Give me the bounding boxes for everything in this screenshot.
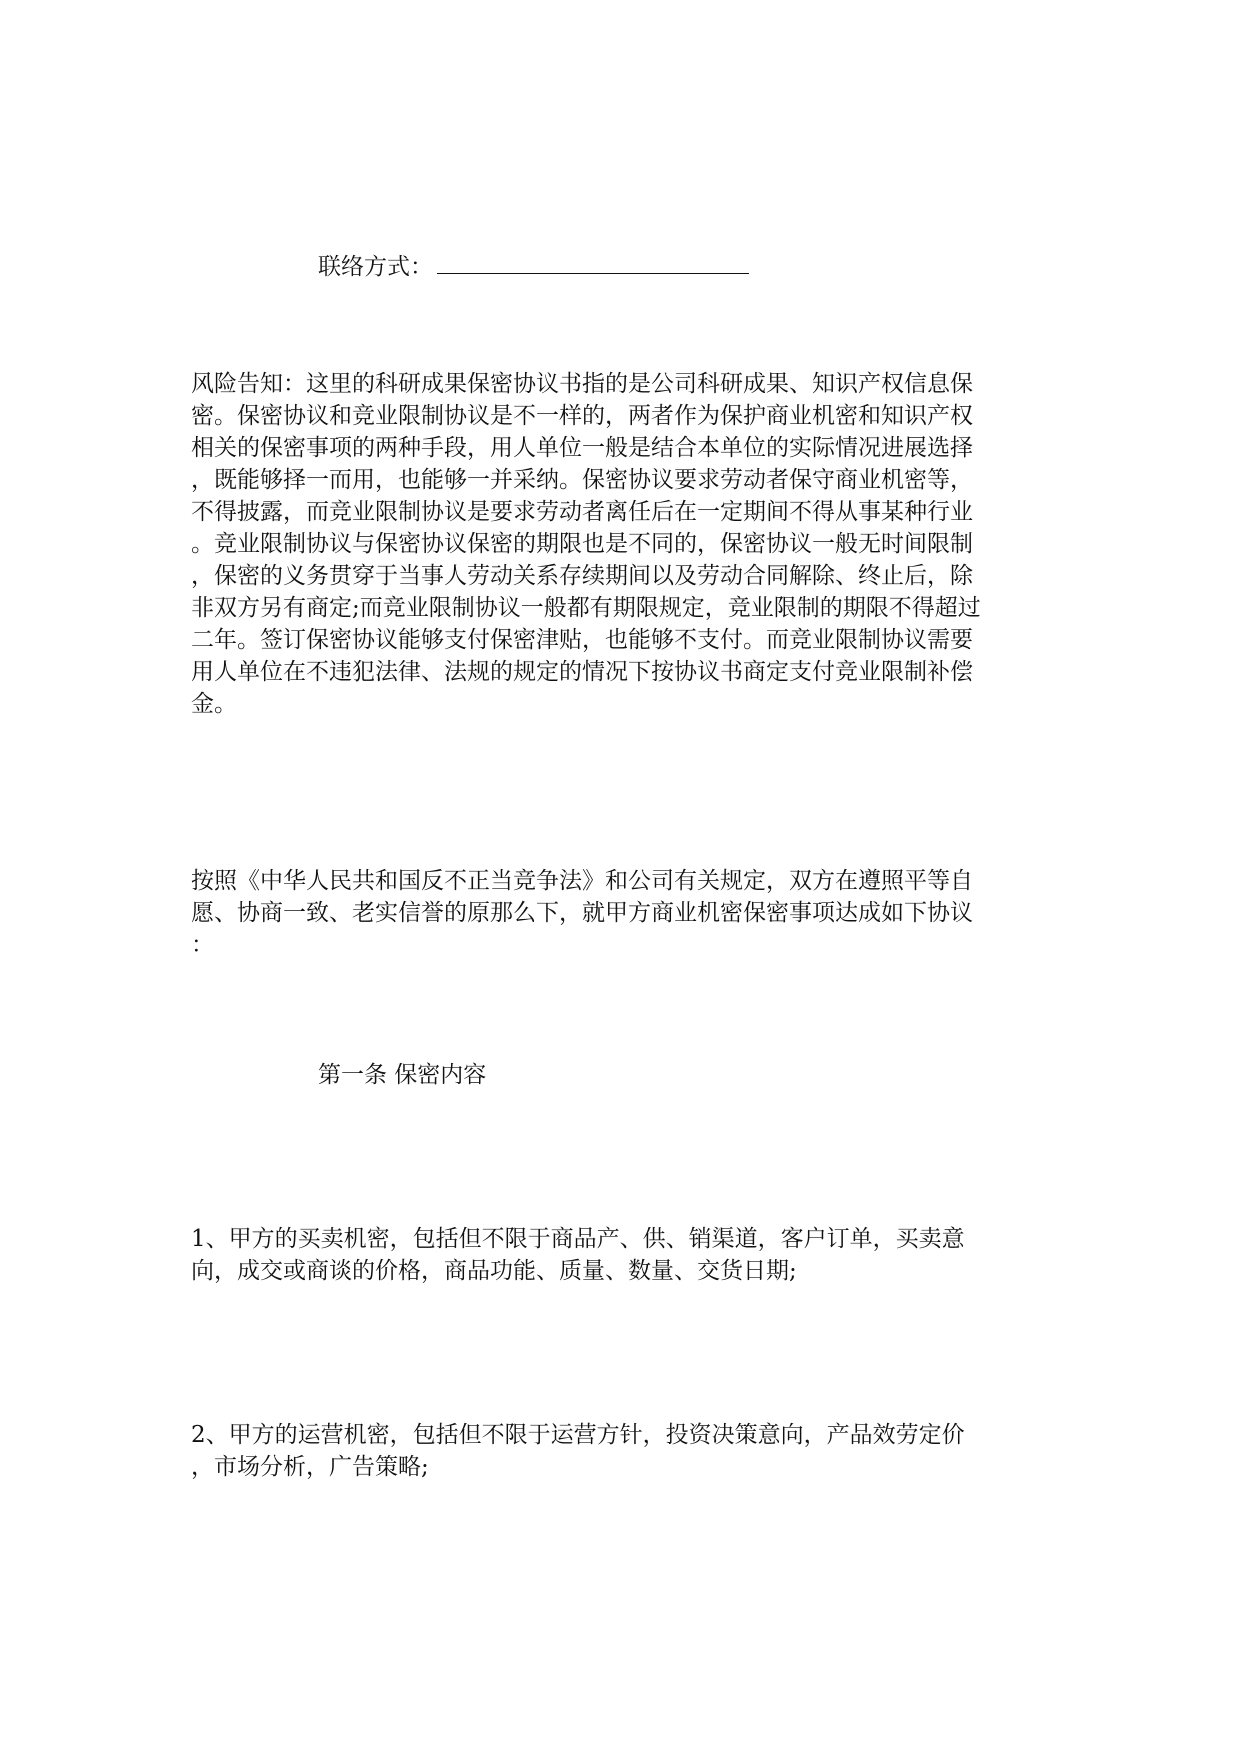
clause-line: 向，成交或商谈的价格，商品功能、质量、数量、交货日期; (191, 1258, 797, 1284)
risk-notice-line: ，保密的义务贯穿于当事人劳动关系存续期间以及劳动合同解除、终止后，除 (191, 563, 973, 589)
article-heading: 第一条 保密内容 (318, 1062, 487, 1088)
clause-line: 2、甲方的运营机密，包括但不限于运营方针，投资决策意向，产品效劳定价 (191, 1422, 965, 1448)
clause-line: ，市场分析，广告策略; (191, 1454, 429, 1480)
contact-blank-field (437, 253, 749, 274)
contact-label: 联络方式： (318, 254, 433, 280)
preamble-line: 愿、协商一致、老实信誉的原那么下，就甲方商业机密保密事项达成如下协议 (191, 900, 973, 926)
preamble-line: 按照《中华人民共和国反不正当竞争法》和公司有关规定，双方在遵照平等自 (191, 868, 973, 894)
risk-notice-line: 不得披露，而竞业限制协议是要求劳动者离任后在一定期间不得从事某种行业 (191, 499, 973, 525)
contact-line (318, 252, 749, 283)
risk-notice-line: ，既能够择一而用，也能够一并采纳。保密协议要求劳动者保守商业机密等， (191, 467, 973, 493)
risk-notice-line: 金。 (191, 691, 237, 717)
risk-notice-line: 密。保密协议和竞业限制协议是不一样的，两者作为保护商业机密和知识产权 (191, 403, 973, 429)
risk-notice-line: 相关的保密事项的两种手段，用人单位一般是结合本单位的实际情况进展选择 (191, 435, 973, 461)
risk-notice-line: 。竞业限制协议与保密协议保密的期限也是不同的，保密协议一般无时间限制 (191, 531, 973, 557)
preamble-line: ： (191, 932, 214, 958)
clause-line: 1、甲方的买卖机密，包括但不限于商品产、供、销渠道，客户订单，买卖意 (191, 1226, 965, 1252)
risk-notice-line: 非双方另有商定;而竞业限制协议一般都有期限规定，竞业限制的期限不得超过 (191, 595, 981, 621)
risk-notice-line: 用人单位在不违犯法律、法规的规定的情况下按协议书商定支付竞业限制补偿 (191, 659, 973, 685)
risk-notice-line: 二年。签订保密协议能够支付保密津贴，也能够不支付。而竞业限制协议需要 (191, 627, 973, 653)
risk-notice-line: 风险告知：这里的科研成果保密协议书指的是公司科研成果、知识产权信息保 (191, 371, 973, 397)
